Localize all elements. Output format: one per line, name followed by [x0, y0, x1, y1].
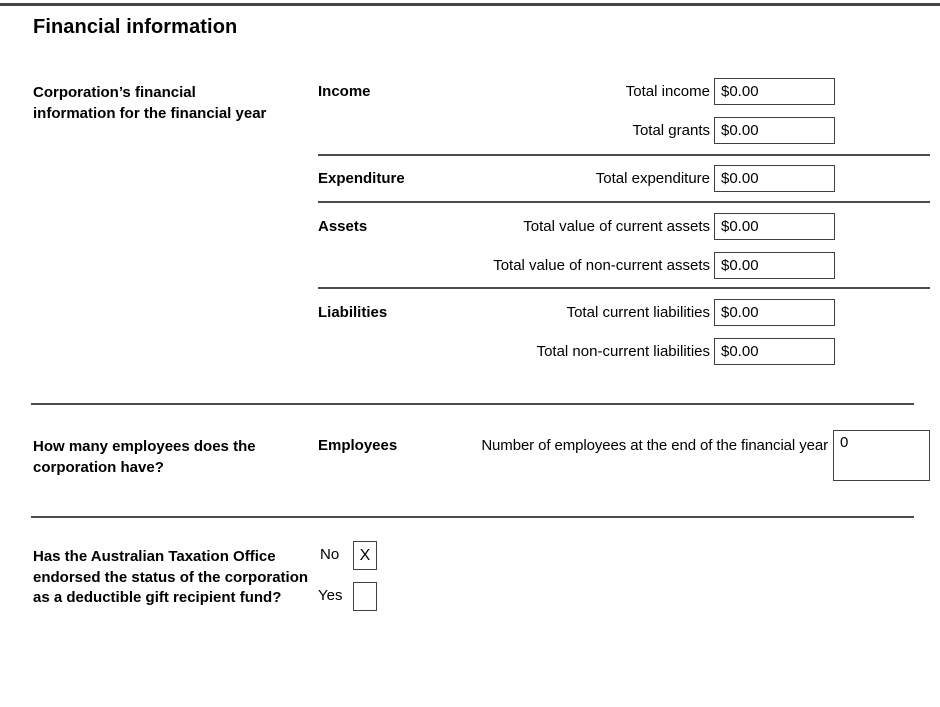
non-current-assets-label: Total value of non-current assets [493, 257, 710, 274]
section-divider-assets [318, 287, 930, 289]
non-current-assets-input[interactable] [714, 252, 835, 279]
row-non-current-liabilities [0, 338, 940, 365]
category-label-assets: Assets [318, 218, 368, 235]
non-current-liabilities-label: Total non-current liabilities [536, 343, 710, 360]
total-expenditure-label: Total expenditure [595, 170, 710, 187]
total-income-label: Total income [625, 83, 710, 100]
category-label-liabilities: Liabilities [318, 304, 388, 321]
row-non-current-assets [0, 252, 940, 279]
checkbox-x-mark: X [359, 546, 371, 564]
question-financial-info: Corporation’s financial information for the financial year [33, 84, 267, 122]
total-expenditure-input[interactable] [714, 165, 835, 192]
row-total-income [0, 78, 940, 105]
question-dgr: Has the Australian Taxation Office endorsed the status of the corporation as a deductible gift recipient fund? [33, 548, 309, 606]
row-total-expenditure [0, 165, 940, 192]
top-divider [0, 3, 940, 6]
dgr-yes-checkbox[interactable] [353, 582, 377, 611]
total-grants-input[interactable] [714, 117, 835, 144]
category-label-income: Income [318, 83, 371, 100]
row-current-liabilities [0, 299, 940, 326]
row-total-grants [0, 117, 940, 144]
question-employees: How many employees does the corporation have? [33, 438, 256, 476]
dgr-no-checkbox[interactable] [353, 541, 377, 570]
dgr-yes-label: Yes [318, 587, 343, 604]
section-divider-expenditure [318, 201, 930, 203]
section-divider-income [318, 154, 930, 156]
total-income-input[interactable] [714, 78, 835, 105]
current-assets-label: Total value of current assets [523, 218, 710, 235]
total-grants-label: Total grants [632, 122, 710, 139]
category-label-employees: Employees [318, 437, 398, 454]
row-current-assets [0, 213, 940, 240]
section-divider-financial [31, 403, 914, 405]
current-assets-input[interactable] [714, 213, 835, 240]
current-liabilities-input[interactable] [714, 299, 835, 326]
employees-count-label: Number of employees at the end of the financial year [481, 437, 828, 454]
non-current-liabilities-input[interactable] [714, 338, 835, 365]
category-label-expenditure: Expenditure [318, 170, 405, 187]
current-liabilities-label: Total current liabilities [566, 304, 710, 321]
dgr-no-label: No [320, 546, 340, 563]
employees-count-input[interactable] [833, 430, 930, 481]
section-divider-employees [31, 516, 914, 518]
page-title: Financial information [33, 16, 238, 38]
